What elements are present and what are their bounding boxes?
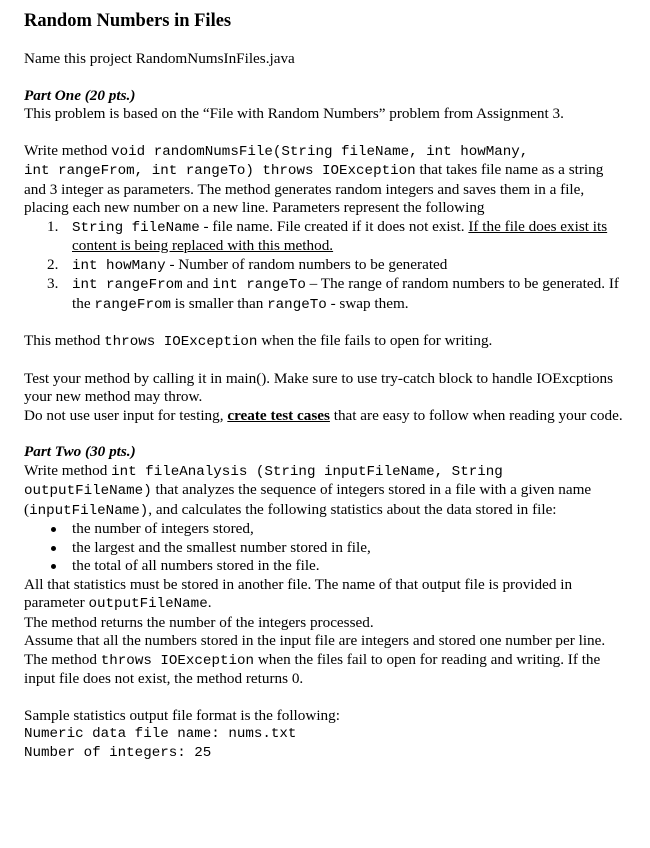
part-two-method-description [24, 462, 624, 521]
param-code: int rangeFrom [72, 277, 183, 293]
param-code: rangeFrom [94, 296, 171, 313]
list-item [24, 218, 624, 256]
param-text: is smaller than [170, 294, 268, 312]
list-item [24, 539, 624, 558]
part-one-intro: This problem is based on the “File with Random Numbers” problem from Assignment 3. [24, 105, 564, 122]
list-item [24, 557, 624, 576]
output-note-end: . [207, 594, 212, 611]
throws-code: throws IOException [104, 334, 258, 350]
throws-prefix: The method [24, 650, 101, 668]
bullet-text: the number of integers stored, [72, 520, 254, 537]
param-text: – The range of random numbers to be generated. If the [72, 275, 619, 312]
statistics-list [24, 520, 624, 576]
list-item [24, 275, 624, 314]
throws-code: throws IOException [100, 652, 255, 669]
param-code: int howMany [72, 257, 166, 274]
document-title: Random Numbers in Files [24, 11, 232, 31]
param-code: String fileName [72, 219, 200, 236]
returns-note: The method returns the number of the integers processed. [24, 613, 374, 631]
item-number: 1. [47, 217, 59, 235]
part-two-heading: Part Two (30 pts.) [24, 443, 136, 460]
project-name-line: Name this project RandomNumsInFiles.java [24, 50, 295, 67]
throws-prefix: This method [24, 332, 105, 349]
test-note-emphasis: create test cases [227, 406, 330, 424]
method-signature-line-2: int rangeFrom, int rangeTo) throws IOException [24, 163, 416, 179]
part-two-throws-line [24, 651, 624, 689]
list-item [24, 520, 624, 539]
document-page [24, 8, 624, 762]
part-one-test-cases-note [24, 407, 624, 426]
param-text: - swap them. [326, 294, 409, 312]
throws-suffix: when the files fail to open for reading and writing. If the input file does not exist, the method returns 0. [24, 650, 601, 687]
output-file-name-code: outputFileName [88, 596, 208, 612]
bullet-text: the total of all numbers stored in the file. [72, 557, 320, 574]
part-one-method-description [24, 142, 624, 218]
part-one-test-instructions: Test your method by calling it in main(). Make sure to use try-catch block to handle IOExcptions your new method may throw. [24, 369, 613, 405]
sample-output-heading: Sample statistics output file format is the following: [24, 706, 340, 724]
test-note-suffix: that are easy to follow when reading your code. [329, 406, 623, 424]
list-item [24, 256, 624, 276]
write-method-prefix: Write method [24, 461, 112, 479]
part-one-throws-line [24, 332, 624, 352]
output-file-note [24, 576, 624, 614]
param-text: - Number of random numbers to be generated [165, 255, 448, 273]
method-description-text: that analyzes the sequence of integers stored in a file with a given name ( [24, 481, 592, 518]
method-description-tail: that takes file name as a string and 3 integer as parameters. The method generates random integers and saves them in a file, placing each new number on a new line. Parameters represent the following [24, 161, 604, 216]
param-code: rangeTo [267, 296, 327, 313]
param-underlined-note: If the file does exist its content is being replaced with this method. [72, 217, 608, 254]
item-number: 3. [47, 275, 59, 292]
throws-suffix: when the file fails to open for writing. [257, 332, 493, 349]
input-file-name-code: inputFileName) [29, 502, 149, 519]
method-signature-line-2: outputFileName) [24, 483, 152, 499]
output-note-text: All that statistics must be stored in another file. The name of that output file is provided in parameter [24, 575, 573, 611]
item-number: 2. [47, 255, 59, 273]
write-method-prefix: Write method [24, 141, 112, 159]
bullet-icon [51, 546, 56, 551]
method-signature-line-1: void randomNumsFile(String fileName, int howMany, [111, 143, 529, 160]
method-signature-line-1: int fileAnalysis (String inputFileName, String [111, 463, 503, 480]
method-description-tail: , and calculates the following statistics about the data stored in file: [148, 500, 557, 518]
sample-output-line: Number of integers: 25 [24, 744, 212, 761]
bullet-text: the largest and the smallest number stored in file, [72, 538, 371, 556]
part-one-heading: Part One (20 pts.) [24, 86, 136, 104]
bullet-icon [51, 527, 56, 532]
param-code: int rangeTo [212, 277, 306, 293]
sample-output-line: Numeric data file name: nums.txt [24, 726, 297, 742]
param-text: and [182, 275, 213, 292]
test-note-prefix: Do not use user input for testing, [24, 406, 228, 424]
parameter-list [24, 218, 624, 315]
assumption-note: Assume that all the numbers stored in the input file are integers and stored one number per line. [24, 632, 606, 649]
param-text: - file name. File created if it does not exist. [199, 217, 469, 235]
bullet-icon [51, 564, 56, 569]
